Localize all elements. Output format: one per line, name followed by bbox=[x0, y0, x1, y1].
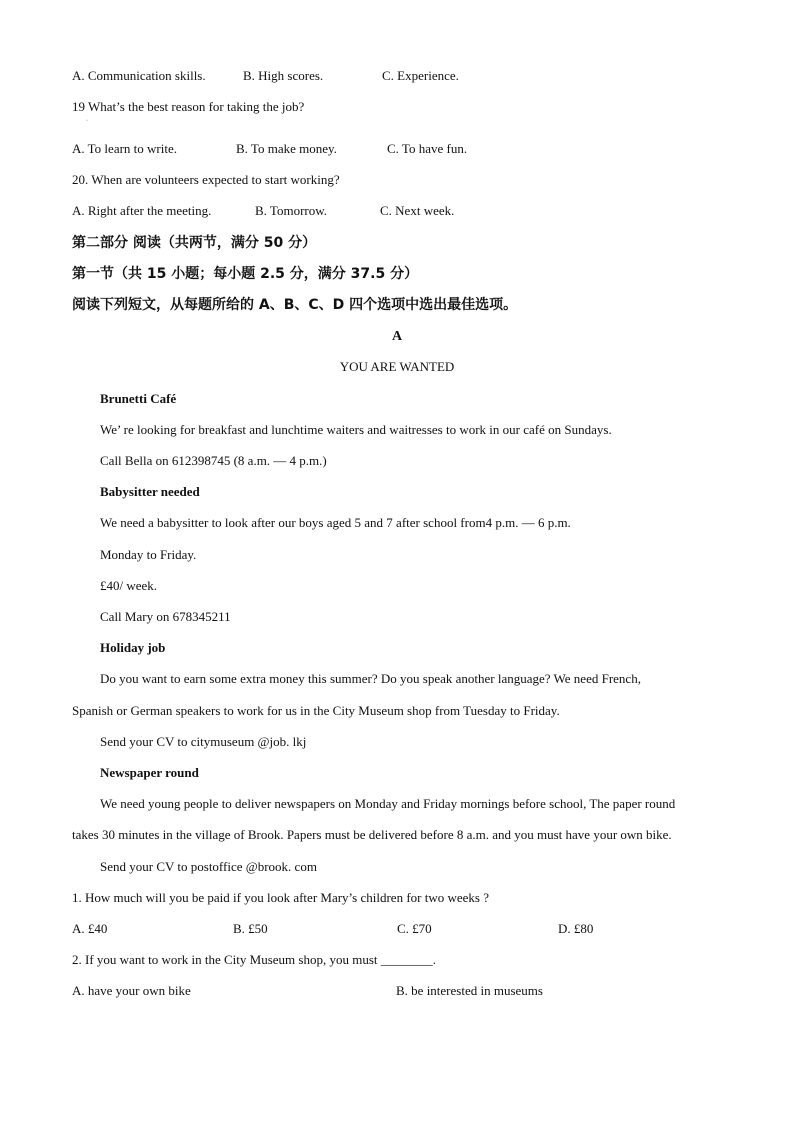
reading-instruction: 阅读下列短文，从每题所给的 A、B、C、D 四个选项中选出最佳选项。 bbox=[72, 297, 518, 313]
holiday-ad-text-cont: Spanish or German speakers to work for us in the City Museum shop from Tuesday to Friday. bbox=[72, 703, 560, 718]
holiday-ad-title: Holiday job bbox=[100, 640, 166, 655]
q20-option-b: B. Tomorrow. bbox=[255, 203, 328, 218]
q19-option-b: B. To make money. bbox=[236, 141, 337, 156]
stray-dot: · bbox=[86, 118, 88, 124]
holiday-ad-contact: Send your CV to citymuseum @job. lkj bbox=[100, 734, 307, 749]
passage-title: YOU ARE WANTED bbox=[339, 359, 455, 374]
cafe-ad-contact: Call Bella on 612398745 (8 a.m. — 4 p.m.) bbox=[100, 453, 327, 468]
passage-letter: A bbox=[391, 329, 403, 344]
q1-option-d: D. £80 bbox=[558, 921, 594, 936]
q20-option-a: A. Right after the meeting. bbox=[72, 203, 212, 218]
cafe-ad-text: We’ re looking for breakfast and lunchtime waiters and waitresses to work in our café on Sundays. bbox=[100, 422, 612, 437]
babysitter-ad-pay: £40/ week. bbox=[100, 578, 158, 593]
newspaper-ad-contact: Send your CV to postoffice @brook. com bbox=[100, 859, 317, 874]
q2-question: 2. If you want to work in the City Museum shop, you must ________. bbox=[72, 952, 436, 967]
q18-option-a: A. Communication skills. bbox=[72, 68, 206, 83]
q20-question: 20. When are volunteers expected to start working? bbox=[72, 172, 340, 187]
babysitter-ad-contact: Call Mary on 678345211 bbox=[100, 609, 231, 624]
section-part-heading: 第一节（共 15 小题；每小题 2.5 分，满分 37.5 分） bbox=[72, 266, 419, 282]
q19-option-c: C. To have fun. bbox=[387, 141, 468, 156]
q20-option-c: C. Next week. bbox=[380, 203, 455, 218]
q19-question: 19 What’s the best reason for taking the job? bbox=[72, 99, 305, 114]
babysitter-ad-text: We need a babysitter to look after our boys aged 5 and 7 after school from4 p.m. — 6 p.m. bbox=[100, 515, 571, 530]
babysitter-ad-days: Monday to Friday. bbox=[100, 547, 197, 562]
q19-option-a: A. To learn to write. bbox=[72, 141, 177, 156]
newspaper-ad-title: Newspaper round bbox=[100, 765, 199, 780]
q2-option-a: A. have your own bike bbox=[72, 983, 191, 998]
section-heading: 第二部分 阅读（共两节，满分 50 分） bbox=[72, 235, 317, 251]
babysitter-ad-title: Babysitter needed bbox=[100, 484, 200, 499]
newspaper-ad-text-cont: takes 30 minutes in the village of Brook. Papers must be delivered before 8 a.m. and you must have your own bike. bbox=[72, 827, 672, 842]
cafe-ad-title: Brunetti Café bbox=[100, 391, 177, 406]
q1-option-a: A. £40 bbox=[72, 921, 108, 936]
holiday-ad-text: Do you want to earn some extra money this summer? Do you speak another language? We need French, bbox=[100, 671, 641, 686]
q1-option-b: B. £50 bbox=[233, 921, 268, 936]
q18-option-c: C. Experience. bbox=[382, 68, 459, 83]
q1-question: 1. How much will you be paid if you look after Mary’s children for two weeks ? bbox=[72, 890, 489, 905]
q18-option-b: B. High scores. bbox=[243, 68, 324, 83]
q2-option-b: B. be interested in museums bbox=[396, 983, 543, 998]
q1-option-c: C. £70 bbox=[397, 921, 432, 936]
newspaper-ad-text: We need young people to deliver newspapers on Monday and Friday mornings before school, The paper round bbox=[100, 796, 676, 811]
